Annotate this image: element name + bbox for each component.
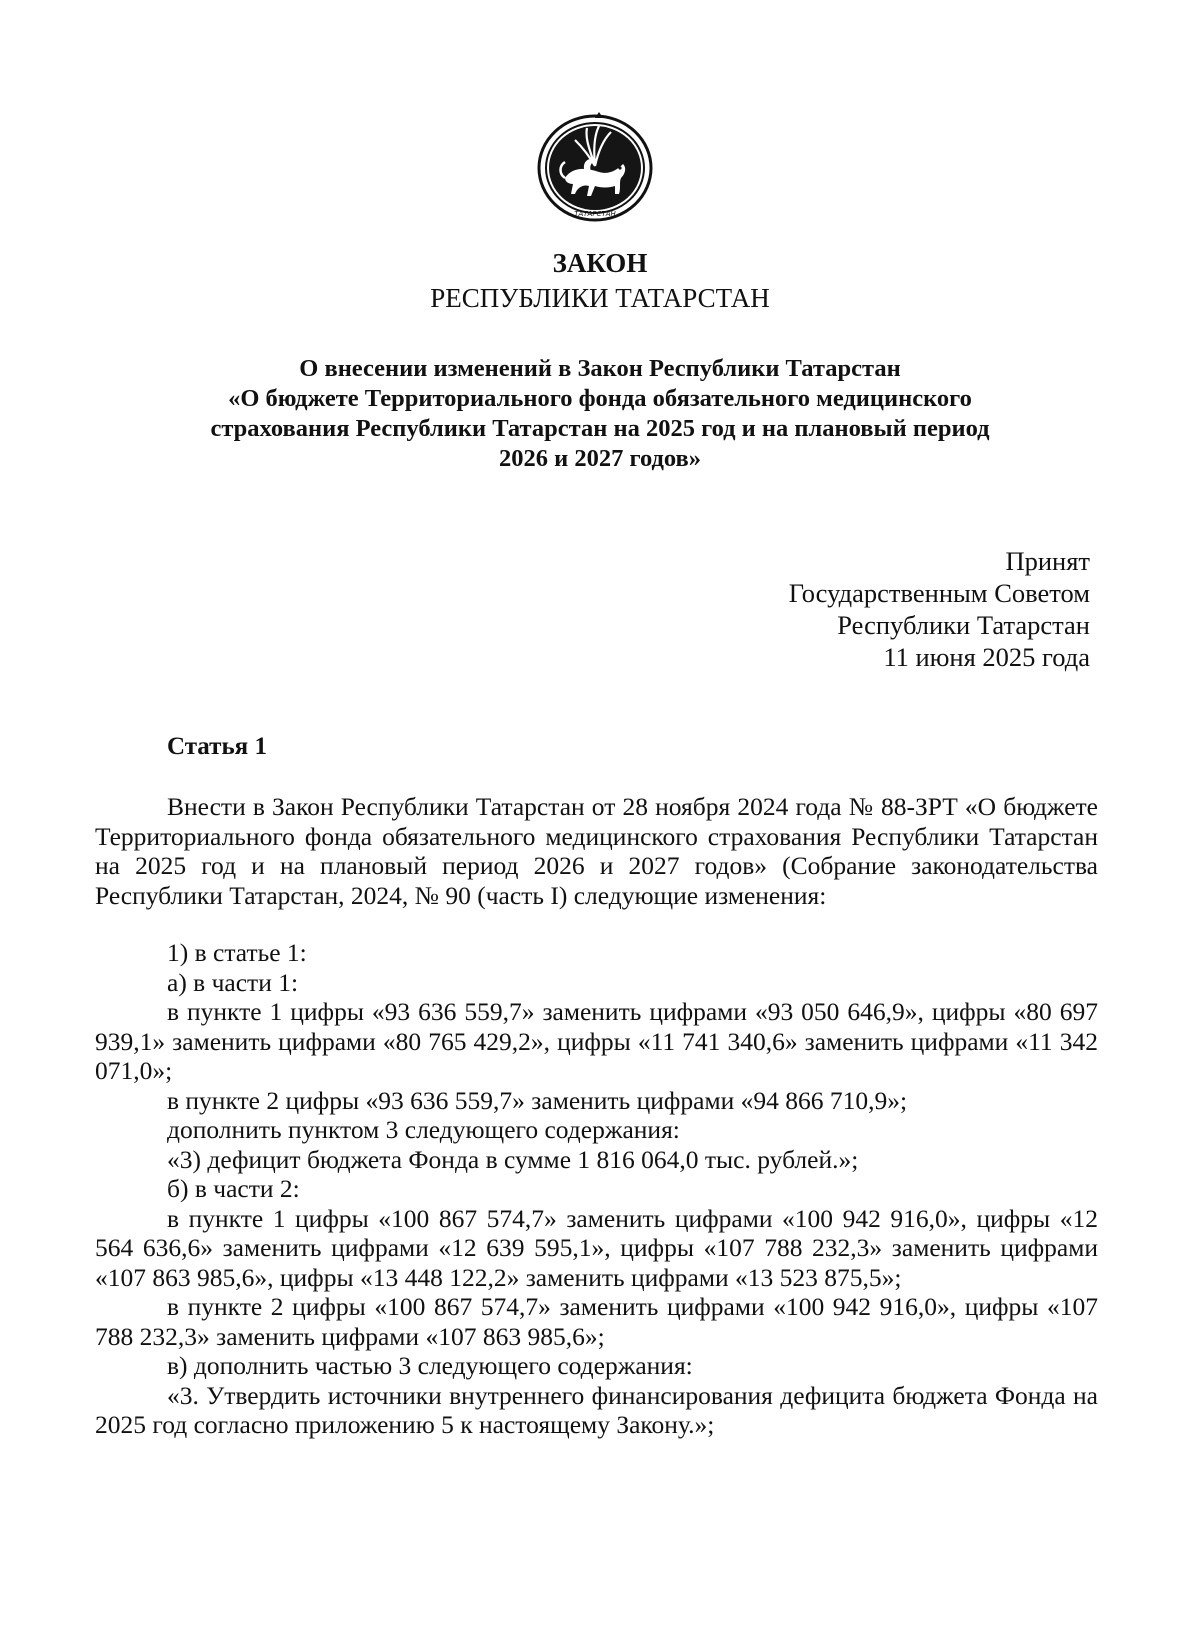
emblem-ring-text: ТАТАРСТАН — [574, 210, 616, 218]
amendment-quote: «3. Утвердить источники внутреннего финансирования дефицита бюджета Фонда на 2025 год согласно приложению 5 к настоящему Закону.»; — [95, 1380, 1098, 1439]
amendment-subitem: а) в части 1: — [167, 967, 299, 997]
tatarstan-coat-of-arms-icon — [529, 108, 661, 226]
adoption-line: Принят — [1005, 546, 1090, 576]
adoption-line: Республики Татарстан — [837, 610, 1090, 640]
law-title-line: 2026 и 2027 годов» — [498, 445, 702, 472]
law-title-line: «О бюджете Территориального фонда обязательного медицинского — [228, 385, 972, 412]
article-intro: Внести в Закон Республики Татарстан от 28 ноября 2024 года № 88-ЗРТ «О бюджете Территориального фонда обязательного медицинского страхования Республики Татарстан на 2025 год и на плановый период 2026 и 2027 годов» (Собрание законодательства Республики Татарстан, 2024, № 90 (часть I) следующие изменения: — [95, 792, 1098, 910]
amendment-paragraph: в пункте 2 цифры «100 867 574,7» заменить цифрами «100 942 916,0», цифры «107 788 232,3» заменить цифрами «107 863 985,6»; — [95, 1292, 1098, 1351]
republic-heading: РЕСПУБЛИКИ ТАТАРСТАН — [430, 283, 770, 313]
amendment-quote: «3) дефицит бюджета Фонда в сумме 1 816 064,0 тыс. рублей.»; — [167, 1144, 859, 1174]
amendment-subitem: б) в части 2: — [167, 1174, 300, 1203]
law-title-line: О внесении изменений в Закон Республики Татарстан — [299, 355, 901, 382]
adoption-line: Государственным Советом — [788, 578, 1090, 608]
amendment-paragraph: в пункте 2 цифры «93 636 559,7» заменить цифрами «94 866 710,9»; — [167, 1085, 908, 1115]
law-title-line: страхования Республики Татарстан на 2025 год и на плановый период — [210, 415, 990, 442]
article-body — [95, 792, 1098, 1440]
amendment-item: 1) в статье 1: — [167, 938, 307, 967]
law-heading: ЗАКОН — [552, 248, 648, 278]
adoption-block — [789, 545, 1090, 673]
adoption-date: 11 июня 2025 года — [883, 642, 1090, 672]
amendment-paragraph: в пункте 1 цифры «100 867 574,7» заменить цифрами «100 942 916,0», цифры «12 564 636,6» заменить цифрами «12 639 595,1», цифры «107 788 232,3» заменить цифрами «107 863 985,6», цифры «13 448 122,2» заменить цифрами «13 523 875,5»; — [95, 1203, 1098, 1292]
amendment-paragraph: в пункте 1 цифры «93 636 559,7» заменить цифрами «93 050 646,9», цифры «80 697 939,1» заменить цифрами «80 765 429,2», цифры «11 741 340,6» заменить цифрами «11 342 071,0»; — [95, 997, 1098, 1085]
article-heading: Статья 1 — [167, 733, 267, 760]
amendment-subitem: в) дополнить частью 3 следующего содержания: — [167, 1351, 693, 1380]
amendment-paragraph: дополнить пунктом 3 следующего содержания: — [167, 1115, 680, 1144]
law-title — [0, 354, 1200, 474]
